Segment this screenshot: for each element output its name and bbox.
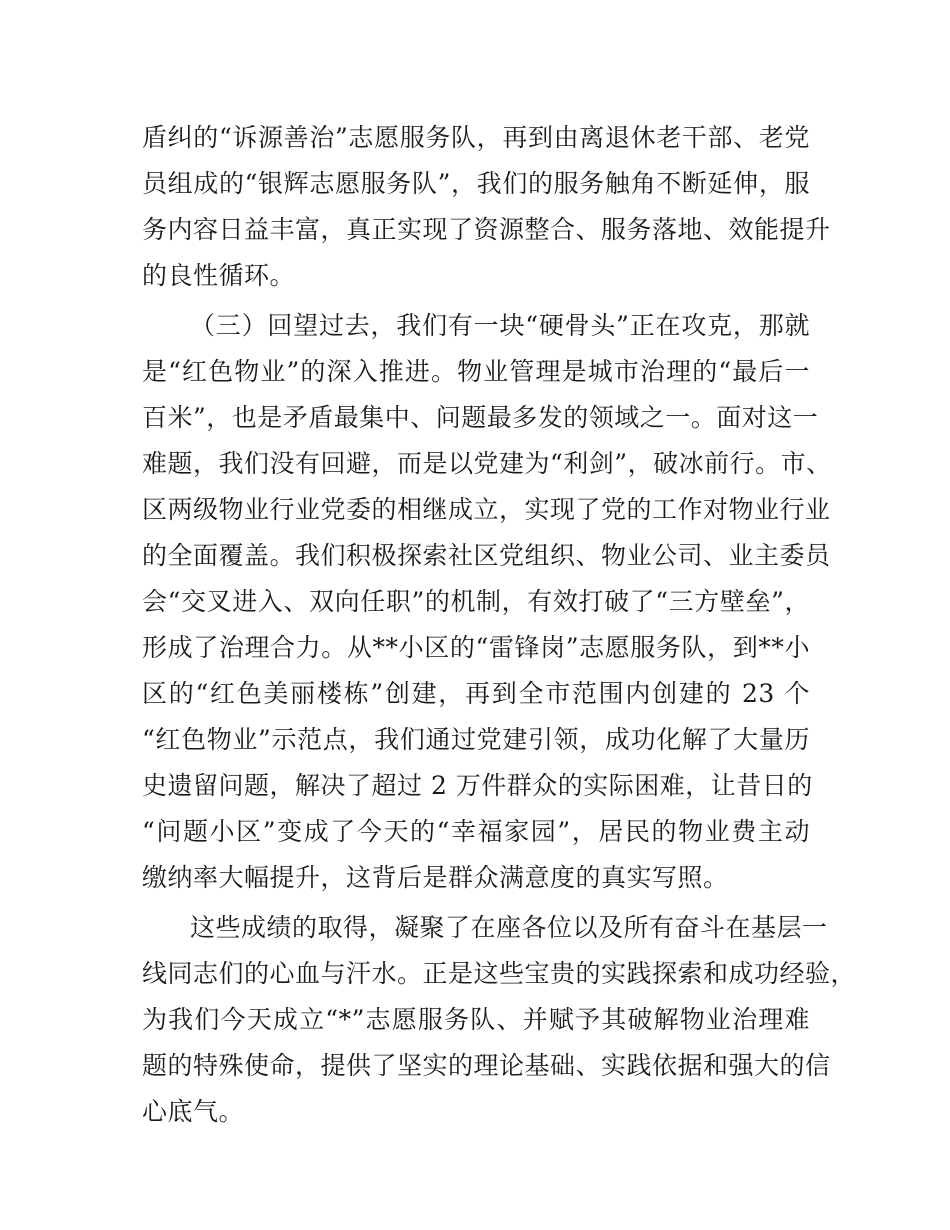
- text-line: 的良性循环。: [142, 261, 296, 290]
- text-line: 百米”，也是矛盾最集中、问题最多发的领域之一。面对这一: [142, 403, 819, 432]
- text-line: （三）回望过去，我们有一块“硬骨头”正在攻克，那就: [190, 311, 810, 340]
- text-line: 是“红色物业”的深入推进。物业管理是城市治理的“最后一: [142, 357, 810, 386]
- text-line: 题的特殊使命，提供了坚实的理论基础、实践依据和强大的信: [142, 1051, 831, 1080]
- text-line: 史遗留问题，解决了超过 2 万件群众的实际困难，让昔日的: [142, 771, 813, 800]
- text-line: 这些成绩的取得，凝聚了在座各位以及所有奋斗在基层一: [190, 913, 828, 942]
- text-line: 缴纳率大幅提升，这背后是群众满意度的真实写照。: [142, 863, 729, 892]
- text-line: 的全面覆盖。我们积极探索社区党组织、物业公司、业主委员: [142, 541, 831, 570]
- text-line: 会“交叉进入、双向任职”的机制，有效打破了“三方壁垒”，: [142, 587, 810, 616]
- text-line: 员组成的“银辉志愿服务队”，我们的服务触角不断延伸，服: [142, 169, 810, 198]
- text-line: “红色物业”示范点，我们通过党建引领，成功化解了大量历: [142, 725, 810, 754]
- text-line: 区的“红色美丽楼栋”创建，再到全市范围内创建的 23 个: [142, 679, 810, 708]
- text-line: 区两级物业行业党委的相继成立，实现了党的工作对物业行业: [142, 495, 831, 524]
- text-line: 心底气。: [142, 1097, 245, 1126]
- text-line: “问题小区”变成了今天的“幸福家园”，居民的物业费主动: [142, 817, 810, 846]
- text-line: 盾纠的“诉源善治”志愿服务队，再到由离退休老干部、老党: [142, 123, 810, 152]
- text-line: 难题，我们没有回避，而是以党建为“利剑”，破冰前行。市、: [142, 449, 832, 478]
- text-line: 形成了治理合力。从**小区的“雷锋岗”志愿服务队，到**小: [142, 633, 810, 662]
- text-line: 为我们今天成立“*”志愿服务队、并赋予其破解物业治理难: [142, 1005, 810, 1034]
- text-line: 线同志们的心血与汗水。正是这些宝贵的实践探索和成功经验，: [142, 959, 857, 988]
- text-line: 务内容日益丰富，真正实现了资源整合、服务落地、效能提升: [142, 215, 831, 244]
